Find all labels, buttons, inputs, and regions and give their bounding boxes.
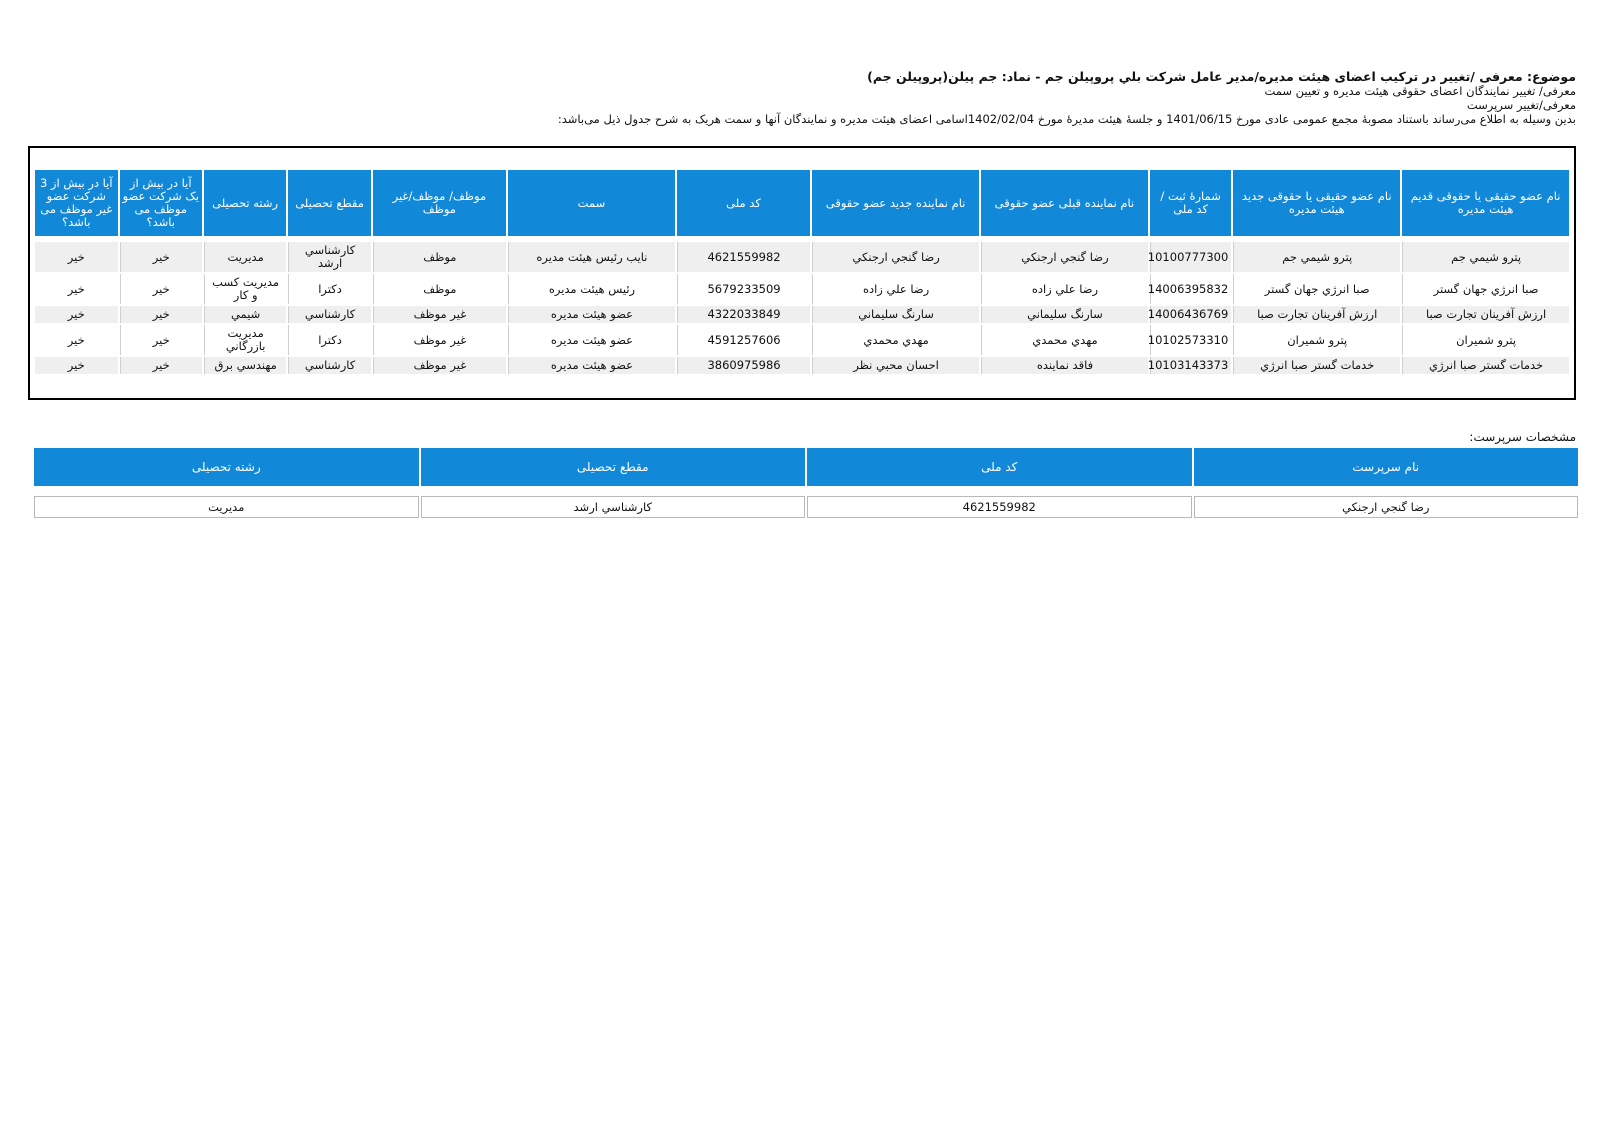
table-cell: ارزش آفرينان تجارت صبا [1402, 306, 1569, 323]
table-cell: عضو هيئت مديره [508, 306, 675, 323]
header-line-announcement: بدین وسیله به اطلاع می‌رساند باستناد مصوبهٔ مجمع عمومی عادی مورخ 1401/06/15 و جلسهٔ هیئت مدیرهٔ مورخ 1402/02/04اسامی اعضای هیئت مدیره و نمایندگان آنها و سمت هریک به شرح جدول ذیل می‌باشد: [557, 112, 1576, 126]
table-cell: خدمات گستر صبا انرژي [1233, 357, 1400, 374]
table-row [35, 242, 1569, 272]
table-cell: خير [120, 325, 202, 355]
col-new-representative: نام نماینده جدید عضو حقوقی [812, 170, 979, 236]
table-cell: نايب رئيس هيئت مديره [508, 242, 675, 272]
table-cell: مهدي محمدي [981, 325, 1148, 355]
supervisor-table-header-row [34, 448, 1578, 486]
table-cell: 10102573310 [1150, 325, 1231, 355]
header-line-representatives: معرفی/ تغییر نمایندگان اعضای حقوقی هیئت مدیره و تعیین سمت [1264, 84, 1576, 98]
table-cell: فاقد نماينده [981, 357, 1148, 374]
col-supervisor-degree: مقطع تحصیلی [421, 448, 806, 486]
col-position: سمت [508, 170, 675, 236]
supervisor-section-title: مشخصات سرپرست: [1469, 430, 1576, 444]
board-members-table [33, 168, 1571, 376]
col-field-of-study: رشته تحصیلی [204, 170, 286, 236]
header-line-supervisor: معرفی/تغییر سرپرست [1466, 98, 1576, 112]
col-supervisor-name: نام سرپرست [1194, 448, 1579, 486]
table-cell: 3860975986 [677, 357, 810, 374]
table-cell: ارزش آفرينان تجارت صبا [1233, 306, 1400, 323]
table-cell: پترو شيمي جم [1402, 242, 1569, 272]
table-cell: 4322033849 [677, 306, 810, 323]
table-cell: دكترا [288, 325, 370, 355]
table-cell: رضا گنجي ارجنكي [812, 242, 979, 272]
table-cell: كارشناسي [288, 357, 370, 374]
table-row [35, 274, 1569, 304]
table-cell: مديريت [34, 496, 419, 518]
table-row [35, 357, 1569, 374]
col-old-member: نام عضو حقیقی یا حقوقی قدیم هیئت مدیره [1402, 170, 1569, 236]
col-national-code: کد ملی [677, 170, 810, 236]
table-cell: مهندسي برق [204, 357, 286, 374]
col-supervisor-national-code: کد ملی [807, 448, 1192, 486]
table-cell: سارنگ سليماني [812, 306, 979, 323]
table-cell: پترو شميران [1233, 325, 1400, 355]
document-subject: موضوع: معرفی /تغيير در تركيب اعضای هيئت مديره/مدیر عامل شرکت بلي پروپيلن جم - نماد: جم پيلن(پروپيلن جم) [867, 69, 1576, 84]
table-cell: مديريت كسب و كار [204, 274, 286, 304]
table-cell: خير [35, 242, 118, 272]
col-multi-executive: آیا در بیش از یک شرکت عضو موظف می باشد؟ [120, 170, 202, 236]
table-row [35, 306, 1569, 323]
col-supervisor-field: رشته تحصیلی [34, 448, 419, 486]
table-cell: مهدي محمدي [812, 325, 979, 355]
table-cell: 14006395832 [1150, 274, 1231, 304]
table-cell: 4591257606 [677, 325, 810, 355]
table-cell: شيمي [204, 306, 286, 323]
table-cell: عضو هيئت مديره [508, 325, 675, 355]
table-cell: غير موظف [373, 325, 506, 355]
table-cell: خير [35, 274, 118, 304]
table-cell: سارنگ سليماني [981, 306, 1148, 323]
table-cell: مديريت بازرگاني [204, 325, 286, 355]
table-cell: پترو شميران [1402, 325, 1569, 355]
document-header [16, 70, 1576, 126]
table-cell: رضا علي زاده [812, 274, 979, 304]
col-registration-number: شمارهٔ ثبت / کد ملی [1150, 170, 1231, 236]
table-cell: غير موظف [373, 306, 506, 323]
table-cell: خير [120, 242, 202, 272]
col-multi-nonexecutive: آیا در بیش از 3 شرکت عضو غیر موظف می باشد؟ [35, 170, 118, 236]
table-cell: 10100777300 [1150, 242, 1231, 272]
board-table-frame [28, 146, 1576, 400]
table-cell: 10103143373 [1150, 357, 1231, 374]
table-cell: 5679233509 [677, 274, 810, 304]
table-cell: رضا علي زاده [981, 274, 1148, 304]
col-new-member: نام عضو حقیقی یا حقوقی جدید هیئت مدیره [1233, 170, 1400, 236]
table-cell: كارشناسي [288, 306, 370, 323]
col-executive-status: موظف/ موظف/غیر موظف [373, 170, 506, 236]
table-cell: خير [35, 357, 118, 374]
table-cell: خدمات گستر صبا انرژي [1402, 357, 1569, 374]
table-row [34, 496, 1578, 518]
table-cell: صبا انرژي جهان گستر [1402, 274, 1569, 304]
col-previous-representative: نام نماینده قبلی عضو حقوقی [981, 170, 1148, 236]
table-cell: پترو شيمي جم [1233, 242, 1400, 272]
table-cell: خير [120, 274, 202, 304]
table-cell: موظف [373, 242, 506, 272]
table-cell: 4621559982 [677, 242, 810, 272]
table-cell: خير [120, 306, 202, 323]
board-table-header-row [35, 170, 1569, 236]
table-cell: غير موظف [373, 357, 506, 374]
table-cell: خير [120, 357, 202, 374]
table-cell: 4621559982 [807, 496, 1192, 518]
table-cell: دكترا [288, 274, 370, 304]
table-cell: 14006436769 [1150, 306, 1231, 323]
table-row [35, 325, 1569, 355]
table-cell: مديريت [204, 242, 286, 272]
table-cell: عضو هيئت مديره [508, 357, 675, 374]
table-cell: رضا گنجي ارجنكي [981, 242, 1148, 272]
table-cell: صبا انرژي جهان گستر [1233, 274, 1400, 304]
table-cell: كارشناسي ارشد [288, 242, 370, 272]
col-education-degree: مقطع تحصیلی [288, 170, 370, 236]
table-cell: موظف [373, 274, 506, 304]
table-cell: خير [35, 306, 118, 323]
table-cell: رئيس هيئت مديره [508, 274, 675, 304]
table-cell: رضا گنجي ارجنكي [1194, 496, 1579, 518]
table-cell: خير [35, 325, 118, 355]
supervisor-table [32, 446, 1580, 520]
table-cell: احسان محبي نظر [812, 357, 979, 374]
table-cell: كارشناسي ارشد [421, 496, 806, 518]
